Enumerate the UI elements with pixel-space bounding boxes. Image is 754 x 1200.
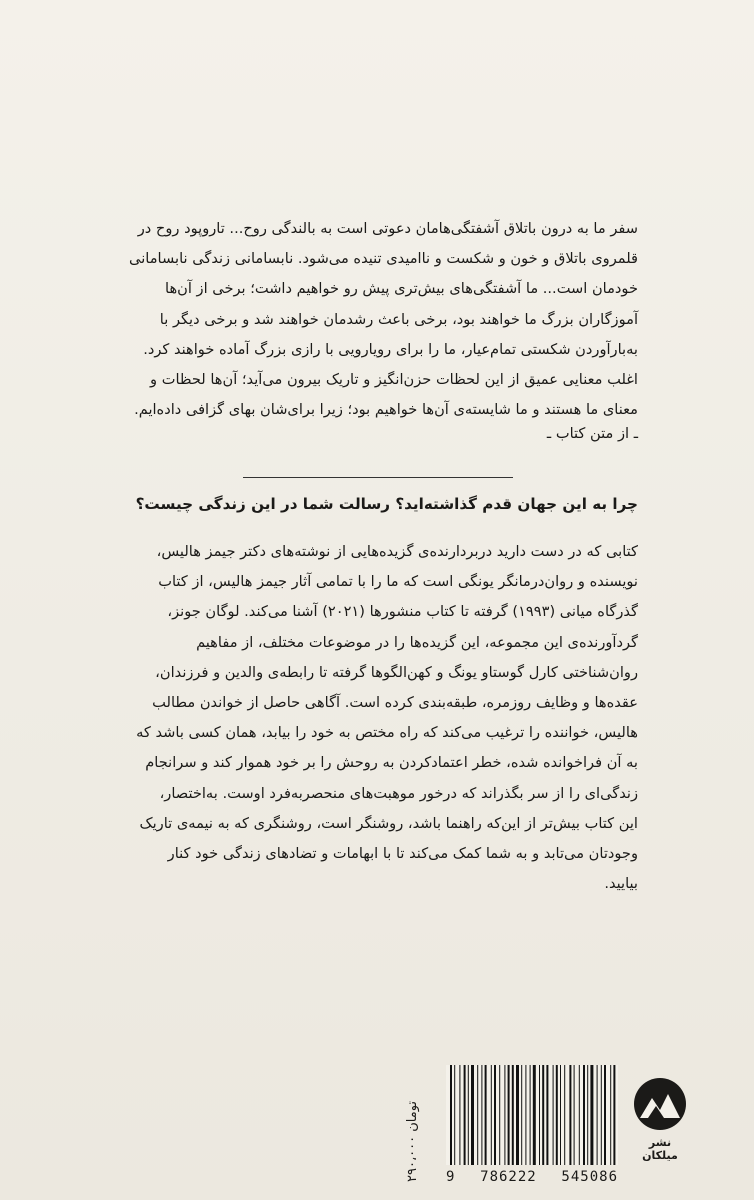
description-line: گذرگاه میانی (۱۹۹۳) گرفته تا کتاب منشورها (۲۰۲۱) آشنا می‌کند. لوگان جونز، (167, 603, 638, 621)
quote-line: اغلب معنایی عمیق از این لحظات حزن‌انگیز و تاریک بیرون می‌آید؛ آن‌ها لحظات و (150, 371, 638, 389)
quote-line: به‌بارآوردن شکستی تمام‌عیار، ما را برای رویارویی با رازی بزرگ آماده خواهند کرد. (143, 340, 638, 358)
description-line: وجودتان می‌تابد و به شما کمک می‌کند تا با ابهامات و تضادهای زندگی خود کنار (167, 845, 638, 863)
description-line: هالیس، خواننده را ترغیب می‌کند که راه مختص به خود را بیابد، همان کسی باشد که (136, 724, 638, 742)
barcode-digits-right: 545086 (561, 1169, 618, 1185)
quote-line: خودمان است... ما آشفتگی‌های بیش‌تری پیش رو خواهیم داشت؛ برخی از آن‌ها (165, 280, 638, 298)
quote-line: سفر ما به درون باتلاق آشفتگی‌هامان دعوتی است به بالندگی روح... تاروپود روح در (137, 220, 638, 237)
mountains-logo-icon (634, 1078, 686, 1130)
description-line: زندگی‌ای را از سر بگذراند که درخور موهبت‌های منحصربه‌فرد اوست. به‌اختصار، (159, 784, 638, 802)
section-divider (243, 477, 513, 478)
barcode-digit-prefix: 9 (446, 1169, 456, 1185)
description-line: گردآورنده‌ی این مجموعه، این گزیده‌ها را در موضوعات مختلف، از مفاهیم (196, 633, 638, 651)
question-heading: چرا به این جهان قدم گذاشته‌اید؟ رسالت شما در این زندگی چیست؟ (135, 495, 638, 513)
barcode-icon (446, 1065, 618, 1165)
isbn-barcode (446, 1065, 618, 1185)
quote-line: قلمروی باتلاق و خون و شکست و ناامیدی تنیده می‌شود. نابسامانی زندگی نابسامانی (129, 250, 638, 268)
description-line: کتابی که در دست دارید دربردارنده‌ی گزیده‌هایی از نوشته‌های دکتر جیمز هالیس، (156, 543, 638, 560)
quote-block (118, 214, 638, 425)
quote-line: آموزگاران بزرگ ما خواهند بود، برخی باعث رشدمان خواهند شد و برخی دیگر با (159, 310, 638, 328)
description-line: این کتاب بیش‌تر از این‌که راهنما باشد، روشنگر است، روشنگری که به نیمه‌ی تاریک (139, 814, 638, 832)
description-line: بیایید. (604, 875, 638, 893)
publisher-logo (632, 1078, 688, 1184)
description-block (118, 537, 638, 899)
description-line: به آن فراخوانده شده، خطر اعتمادکردن به روحش را بر خود هموار کند و سرانجام (145, 754, 638, 772)
barcode-digits-left: 786222 (480, 1169, 537, 1185)
price-label: ۲۹۰،۰۰۰ تومان (405, 1100, 420, 1182)
description-line: روان‌شناختی کارل گوستاو یونگ و کهن‌الگوها گرفته تا رابطه‌ی والدین و فرزندان، (155, 663, 638, 681)
description-line: عقده‌ها و وظایف روزمره، طبقه‌بندی کرده است. آگاهی حاصل از خواندن مطالب (152, 694, 638, 712)
barcode-number (446, 1169, 618, 1185)
quote-source: ـ از متن کتاب ـ (546, 425, 638, 442)
quote-line: معنای ما هستند و ما شایسته‌ی آن‌ها خواهیم بود؛ زیرا برای‌شان بهای گزافی داده‌ایم. (134, 401, 638, 419)
description-line: نویسنده و روان‌درمانگر یونگی است که ما را با تمامی آثار جیمز هالیس، از کتاب (158, 573, 638, 591)
publisher-name: نشر میلکان (642, 1136, 678, 1162)
